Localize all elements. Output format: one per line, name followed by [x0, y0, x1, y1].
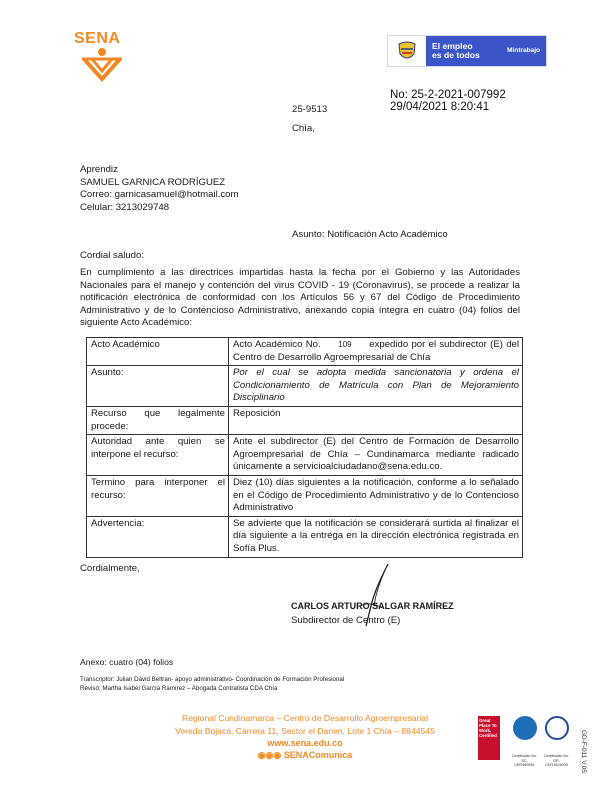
table-value-acto [229, 338, 523, 366]
table-label-asunto: Asunto: [87, 366, 229, 407]
social-icons: ◉◉◉ [257, 750, 282, 760]
banner-line2: es de todos [432, 50, 480, 60]
sena-logo-icon [80, 47, 124, 83]
sena-logo [72, 30, 132, 86]
signer-title: Subdirector de Centro (E) [291, 615, 401, 626]
table-label-acto: Acto Académico [87, 338, 229, 366]
ministry-label: Mintrabajo [507, 47, 540, 54]
recipient-role: Aprendiz [80, 164, 118, 175]
table-label-termino: Termino para interponer el recurso: [87, 475, 229, 516]
acto-prefix: Acto Académico No. [233, 339, 321, 350]
icontec-certification [511, 716, 538, 768]
greeting: Cordial saludo: [80, 250, 144, 261]
reference-code: 25-9513 [292, 104, 328, 115]
form-code: GD-F-011 V.05 [580, 730, 587, 773]
recipient-block [80, 164, 239, 214]
table-value-autoridad: Ante el subdirector (E) del Centro de Formación de Desarrollo Agroempresarial de Chía – Cundinamarca mediante radicado únicamente a servicioalciudadano@sena.edu.co. [229, 435, 523, 476]
annex-note: Anexo: cuatro (04) folios [80, 657, 174, 667]
table-value-advertencia: Se advierte que la notificación se considerará surtida al finalizar el día siguiente a la entrega en la dirección electrónica registrada en Sofía Plus. [229, 516, 523, 557]
cert1-caption: Certificado No. SC-CER489561 [511, 754, 538, 768]
transcriptor-line: Transcriptor: Julian David Beltran- apoyo administrativo- Coordinación de Formación Profesional [80, 676, 345, 683]
radicado-datetime: 29/04/2021 8:20:41 [390, 101, 490, 113]
table-label-recurso: Recurso que legalmente procede: [87, 406, 229, 434]
government-banner [387, 35, 547, 67]
great-place-to-work-badge: Great Place To Work. Certified [478, 716, 500, 760]
footer-website-link[interactable]: www.sena.edu.co [267, 738, 343, 748]
transcriptor-block [80, 675, 344, 693]
recipient-name: SAMUEL GARNICA RODRÍGUEZ [80, 176, 226, 188]
sena-logo-text: SENA [74, 30, 121, 47]
closing: Cordialmente, [80, 563, 140, 574]
radicado-number: No: 25-2-2021-007992 [390, 89, 506, 101]
footer-regional: Regional Cundinamarca – Centro de Desarrollo Agroempresarial [181, 713, 428, 723]
acto-number: 109 [338, 340, 352, 349]
subject-line: Asunto: Notificación Acto Académico [292, 229, 448, 240]
social-handle[interactable]: SENAComunica [283, 750, 353, 760]
table-row [87, 366, 523, 407]
iqnet-certification [542, 716, 571, 768]
table-row [87, 435, 523, 476]
recipient-phone: Celular: 3213029748 [80, 201, 170, 213]
acto-suffix: expedido por el subdirector (E) del Centro de Desarrollo Agroempresarial de Chía [233, 339, 520, 363]
intro-paragraph: En cumplimiento a las directrices impartidas hasta la fecha por el Gobierno y las Autoridades Nacionales para el manejo y contención del virus COVID - 19 (Coronavirus), se procede a realizar la notificación electrónica de conformidad con los Artículos 56 y 67 del Código de Procedimiento Administrativo y de lo Contencioso Administrativo, anexando copia íntegra en cuatro (04) folios del siguiente Acto Académico: [80, 267, 520, 329]
table-row [87, 406, 523, 434]
colombia-shield-icon [388, 36, 426, 66]
acto-academico-table [86, 337, 523, 558]
table-label-autoridad: Autoridad ante quien se interpone el recurso: [87, 435, 229, 476]
iqnet-icon [545, 716, 569, 740]
table-value-recurso: Reposición [229, 406, 523, 434]
cert2-caption: Certificado No. GP-CER1624009 [543, 754, 570, 768]
footer [150, 712, 460, 761]
recipient-email: Correo: garnicasamuel@hotmail.com [80, 189, 239, 201]
footer-address: Vereda Bojaca, Carrera 11, Sector el Darien, Lote 1 Chía – 8844545 [175, 725, 435, 736]
table-value-termino: Diez (10) días siguientes a la notificación, conforme a lo señalado en el Código de Procedimiento Administrativo y de lo Contencioso Administrativo [229, 475, 523, 516]
city: Chía, [292, 123, 315, 134]
reviewer-line: Revisó: Martha Isabel García Ramírez – Abogada Contratista CDA Chía [80, 685, 278, 692]
table-row [87, 338, 523, 366]
icontec-icon [513, 716, 537, 740]
footer-social [150, 749, 460, 761]
table-row [87, 516, 523, 557]
banner-blue-panel [426, 36, 546, 66]
table-row [87, 475, 523, 516]
signer-name: CARLOS ARTURO SALGAR RAMÍREZ [291, 601, 454, 611]
radicado-block [390, 89, 506, 113]
banner-line1: El empleo [432, 40, 473, 51]
table-label-advertencia: Advertencia: [87, 516, 229, 557]
table-value-asunto: Por el cual se adopta medida sancionatoria y ordena el Condicionamiento de Matrícula con Plan de Mejoramiento Disciplinario [229, 366, 523, 407]
